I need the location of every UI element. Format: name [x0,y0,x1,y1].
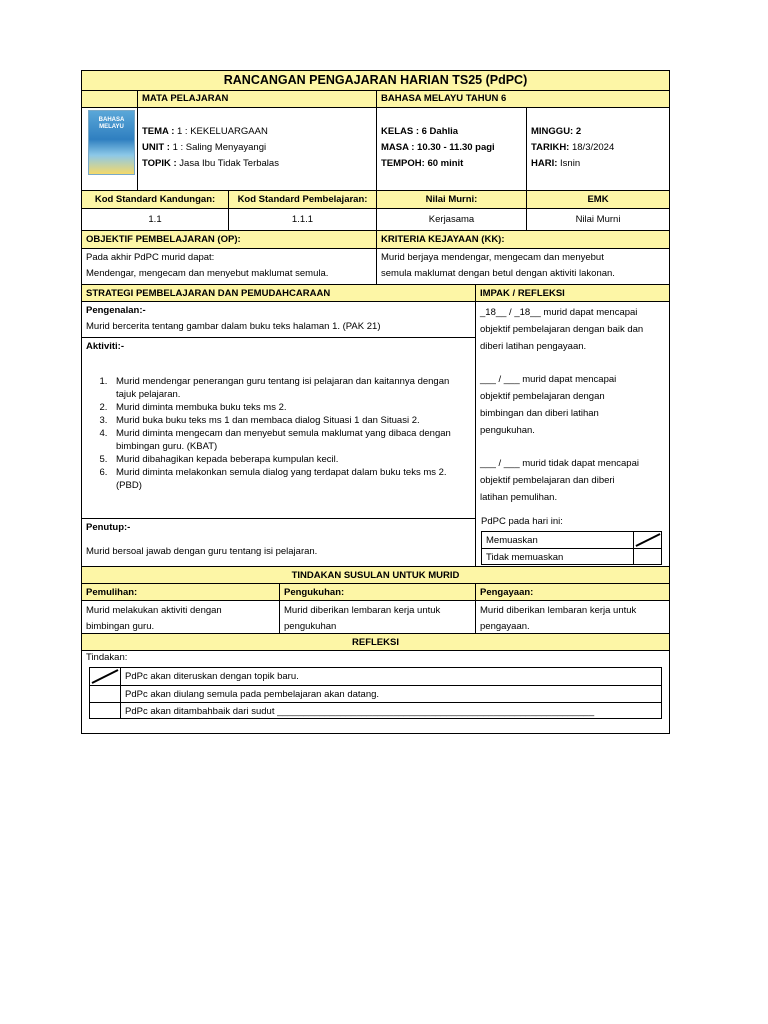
unit-value: 1 : Saling Menyayangi [169,142,267,153]
masa-text: MASA : 10.30 - 11.30 pagi [381,142,495,153]
strategi-header: STRATEGI PEMBELAJARAN DAN PEMUDAHCARAAN [82,284,475,301]
refleksi-option-teruskan: PdPc akan diteruskan dengan topik baru. [120,668,661,685]
impak-text-2d: pengukuhan. [480,425,535,436]
pengukuhan-content [279,600,475,633]
hari-label: HARI: [531,158,558,169]
impak-text-3b: objektif pembelajaran dan diberi [480,475,615,486]
tindakan-header: TINDAKAN SUSULAN UNTUK MURID [82,566,669,583]
impak-result-3 [480,455,665,506]
refleksi-options-table [89,667,662,719]
penutup-section [82,518,475,566]
impak-count-2: ___ / ___ [480,374,520,385]
aktiviti-item: 2. Murid diminta membuka buku teks ms 2. [110,401,471,414]
refleksi-checkbox-diulang[interactable] [90,685,120,702]
objektif-header: OBJEKTIF PEMBELAJARAN (OP): [82,230,376,248]
pdpc-label: PdPC pada hari ini: [481,516,563,527]
aktiviti-item: 4. Murid diminta mengecam dan menyebut semula maklumat yang dibaca dengan bimbingan guru. (KBAT) [110,427,471,453]
pengayaan-content [475,600,669,633]
textbook-cover-image [88,110,135,175]
document-title: RANCANGAN PENGAJARAN HARIAN TS25 (PdPC) [82,71,669,90]
aktiviti-item: 6. Murid diminta melakonkan semula dialog yang terdapat dalam buku teks ms 2. (PBD) [110,466,471,492]
impak-text-1a: murid dapat mencapai [540,307,638,318]
pengayaan-label: Pengayaan: [475,583,669,600]
pdpc-option-tidak-memuaskan: Tidak memuaskan [482,548,633,564]
standard-pembelajaran-value: 1.1.1 [228,208,376,230]
aktiviti-label: Aktiviti:- [86,341,124,352]
tema-value: 1 : KEKELUARGAAN [174,126,268,137]
textbook-cover-title: BAHASA MELAYU [98,117,125,130]
aktiviti-item: 1. Murid mendengar penerangan guru tentang isi pelajaran dan kaitannya dengan tajuk pelajaran. [110,375,471,401]
refleksi-header: REFLEKSI [82,633,669,650]
pemulihan-content [82,600,279,633]
emk-header: EMK [526,190,669,208]
pdpc-checkbox-memuaskan[interactable] [633,532,662,548]
pdpc-options-table [481,531,662,565]
nilai-murni-header: Nilai Murni: [376,190,526,208]
penutup-text: Murid bersoal jawab dengan guru tentang isi pelajaran. [86,546,318,557]
objektif-line-2: Mendengar, mengecam dan menyebut maklumat semula. [86,268,329,279]
pdpc-option-memuaskan: Memuaskan [486,535,538,546]
pengenalan-section [82,301,475,337]
kelas-text: KELAS : 6 Dahlia [381,126,459,137]
subject-name: BAHASA MELAYU TAHUN 6 [381,93,507,104]
kriteria-line-1: Murid berjaya mendengar, mengecam dan menyebut [381,252,604,263]
impak-text-2b: objektif pembelajaran dengan [480,391,605,402]
refleksi-checkbox-teruskan[interactable] [90,668,120,685]
pengayaan-line-1: Murid diberikan lembaran kerja untuk [480,605,637,616]
check-slash-icon [90,668,120,685]
aktiviti-item: 3. Murid buka buku teks ms 1 dan membaca dialog Situasi 1 dan Situasi 2. [110,414,471,427]
impak-result-1 [480,304,665,355]
aktiviti-section [82,337,475,518]
refleksi-option-diulang: PdPc akan diulang semula pada pembelajaran akan datang. [120,685,661,702]
kriteria-content [376,248,669,284]
info-divider-1 [376,107,377,190]
aktiviti-list [86,375,471,492]
unit-label: UNIT : [142,142,170,153]
impak-text-1b: objektif pembelajaran dengan baik dan [480,324,644,335]
mata-pelajaran-label: MATA PELAJARAN [142,93,229,104]
standard-kandungan-value: 1.1 [82,208,228,230]
topik-label: TOPIK : [142,158,177,169]
refleksi-checkbox-ditambahbaik[interactable] [90,702,120,718]
emk-value: Nilai Murni [526,208,669,230]
impak-text-3a: murid tidak dapat mencapai [519,458,639,469]
impak-text-1c: diberi latihan pengayaan. [480,341,587,352]
pdpc-checkbox-tidak-memuaskan[interactable] [633,548,662,564]
aktiviti-item: 5. Murid dibahagikan kepada beberapa kumpulan kecil. [110,453,471,466]
penutup-label: Penutup:- [86,522,131,533]
tindakan-label: Tindakan: [86,652,128,663]
impak-count-3: ___ / ___ [480,458,520,469]
standard-kandungan-header: Kod Standard Kandungan: [82,190,228,208]
tarikh-label: TARIKH: [531,142,570,153]
minggu-text: MINGGU: 2 [531,126,582,137]
kriteria-line-2: semula maklumat dengan betul dengan aktiviti lakonan. [381,268,615,279]
tema-label: TEMA : [142,126,175,137]
impak-text-3c: latihan pemulihan. [480,492,558,503]
topik-value: Jasa Ibu Tidak Terbalas [176,158,279,169]
tarikh-value: 18/3/2024 [569,142,615,153]
hari-value: Isnin [557,158,581,169]
pengenalan-label: Pengenalan:- [86,305,146,316]
nilai-murni-value: Kerjasama [376,208,526,230]
check-slash-icon [634,532,662,548]
pengenalan-text: Murid bercerita tentang gambar dalam buku teks halaman 1. (PAK 21) [86,321,381,332]
tema-info [142,125,372,170]
impak-result-2 [480,371,665,439]
tempoh-text: TEMPOH: 60 minit [381,158,464,169]
kriteria-header: KRITERIA KEJAYAAN (KK): [376,230,669,248]
pengukuhan-label: Pengukuhan: [279,583,475,600]
pengukuhan-line-2: pengukuhan [284,621,337,632]
lesson-plan-document [81,70,670,734]
pemulihan-label: Pemulihan: [82,583,279,600]
header-divider [376,90,377,107]
impak-header: IMPAK / REFLEKSI [475,284,669,301]
objektif-content [82,248,376,284]
kelas-info [381,125,529,170]
pengukuhan-line-1: Murid diberikan lembaran kerja untuk [284,605,441,616]
pemulihan-line-1: Murid melakukan aktiviti dengan [86,605,222,616]
standard-pembelajaran-header: Kod Standard Pembelajaran: [228,190,376,208]
info-divider-2 [526,107,527,190]
pengayaan-line-2: pengayaan. [480,621,530,632]
impak-text-2c: bimbingan dan diberi latihan [480,408,599,419]
minggu-info [531,125,667,170]
cover-divider [137,90,138,190]
impak-text-2a: murid dapat mencapai [519,374,617,385]
pemulihan-line-2: bimbingan guru. [86,621,155,632]
impak-count-1: _18__ / _18__ [480,307,541,318]
objektif-line-1: Pada akhir PdPC murid dapat: [86,252,215,263]
refleksi-option-ditambahbaik: PdPc akan ditambahbaik dari sudut ____________________________________________________________ [120,702,661,718]
